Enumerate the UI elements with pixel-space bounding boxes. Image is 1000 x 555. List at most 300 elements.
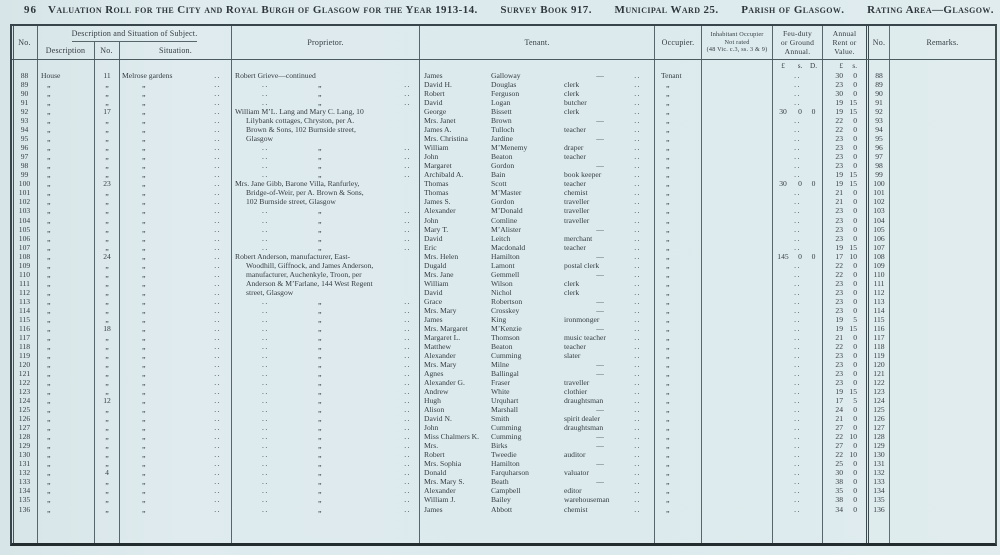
leader-dots: .. <box>634 287 641 297</box>
tenant-forename: Alexander G. <box>424 378 465 388</box>
leader-dots: .. <box>634 107 641 117</box>
cell-occupier <box>655 351 702 360</box>
cell-occupier <box>655 243 702 252</box>
tenant-surname: Ferguson <box>491 89 520 99</box>
cell-proprietor <box>232 234 420 243</box>
cell-tenant <box>420 387 655 396</box>
cell-tenant <box>420 188 655 197</box>
tenant-forename: Alison <box>424 405 445 415</box>
cell-entry-number: 126 <box>12 414 38 423</box>
cell-annual-rent <box>823 188 866 197</box>
table-row <box>12 170 995 179</box>
leader-dots: .. <box>794 188 801 198</box>
cell-tenant <box>420 405 655 414</box>
cell-feu-duty <box>773 369 823 378</box>
tenant-surname: Smith <box>491 414 510 424</box>
ditto-mark: „ <box>105 161 109 171</box>
leader-dots: .. <box>262 152 269 162</box>
leader-dots: .. <box>634 134 641 144</box>
cell-proprietor <box>232 261 420 270</box>
cell-remarks <box>890 116 995 125</box>
cell-remarks <box>890 477 995 486</box>
tenant-occupation: — <box>596 459 604 469</box>
tenant-surname: Comline <box>491 215 518 225</box>
proprietor-text: street, Glasgow <box>246 287 294 297</box>
rent-pounds: 23 <box>835 161 843 171</box>
cell-annual-rent <box>823 288 866 297</box>
ditto-mark: „ <box>105 215 109 225</box>
cell-remarks <box>890 225 995 234</box>
cell-description <box>38 143 95 152</box>
cell-remarks <box>890 197 995 206</box>
cell-feu-duty <box>773 179 823 188</box>
cell-tenant <box>420 206 655 215</box>
ditto-mark: „ <box>318 423 322 433</box>
cell-tenant <box>420 234 655 243</box>
leader-dots: .. <box>634 89 641 99</box>
cell-entry-number: 93 <box>12 116 38 125</box>
cell-entry-number: 90 <box>12 89 38 98</box>
ditto-mark: „ <box>142 360 146 369</box>
table-row <box>12 152 995 161</box>
leader-dots: .. <box>262 486 269 496</box>
cell-remarks <box>890 206 995 215</box>
cell-tenant <box>420 369 655 378</box>
tenant-occupation: merchant <box>564 233 593 243</box>
ditto-mark: „ <box>142 341 146 351</box>
cell-situation <box>120 477 232 486</box>
rent-shillings: 15 <box>849 242 857 252</box>
cell-description <box>38 234 95 243</box>
cell-feu-duty <box>773 378 823 387</box>
ditto-mark: „ <box>142 414 146 424</box>
cell-proprietor <box>232 486 420 495</box>
ditto-mark: „ <box>142 233 146 243</box>
cell-tenant <box>420 423 655 432</box>
ditto-mark: „ <box>666 269 670 279</box>
cell-street-number <box>95 252 120 261</box>
leader-dots: .. <box>214 98 221 108</box>
leader-dots: .. <box>794 350 801 360</box>
cell-feu-duty <box>773 270 823 279</box>
cell-description <box>38 134 95 143</box>
title-main: Valuation Roll for the City and Royal Burgh of Glasgow for the Year 1913-14. <box>48 4 478 16</box>
ditto-mark: „ <box>105 423 109 433</box>
tenant-occupation: draughtsman <box>564 423 604 433</box>
ditto-mark: „ <box>142 350 146 360</box>
ditto-mark: „ <box>318 314 322 324</box>
cell-entry-number: 104 <box>12 216 38 225</box>
leader-dots: .. <box>214 125 221 135</box>
leader-dots: .. <box>634 360 641 369</box>
rent-pounds: 23 <box>835 152 843 162</box>
rent-pounds: 23 <box>835 287 843 297</box>
cell-tenant <box>420 279 655 288</box>
tenant-forename: Mrs. Mary <box>424 305 457 315</box>
cell-street-number <box>95 89 120 98</box>
tenant-surname: Logan <box>491 98 511 108</box>
table-row <box>12 288 995 297</box>
leader-dots: .. <box>794 477 801 487</box>
title-survey-book: Survey Book 917. <box>500 4 592 16</box>
leader-dots: .. <box>262 450 269 460</box>
cell-description <box>38 170 95 179</box>
cell-occupier <box>655 216 702 225</box>
cell-feu-duty <box>773 170 823 179</box>
ditto-mark: „ <box>666 350 670 360</box>
cell-annual-rent <box>823 152 866 161</box>
ditto-mark: „ <box>105 405 109 415</box>
leader-dots: .. <box>794 396 801 406</box>
street-number-text: 4 <box>105 468 109 478</box>
ditto-mark: „ <box>666 378 670 388</box>
ditto-mark: „ <box>142 188 146 198</box>
cell-annual-rent <box>823 234 866 243</box>
cell-description <box>38 387 95 396</box>
cell-situation <box>120 179 232 188</box>
table-row <box>12 143 995 152</box>
leader-dots: .. <box>404 423 411 433</box>
leader-dots: .. <box>214 188 221 198</box>
cell-proprietor <box>232 89 420 98</box>
ditto-mark: „ <box>666 152 670 162</box>
ditto-mark: „ <box>47 224 51 234</box>
cell-proprietor <box>232 243 420 252</box>
tenant-forename: William <box>424 143 449 153</box>
cell-inhabitant-occupier <box>702 468 773 477</box>
cell-remarks <box>890 315 995 324</box>
cell-entry-number-right: 114 <box>866 306 890 315</box>
cell-situation <box>120 206 232 215</box>
leader-dots: .. <box>634 350 641 360</box>
cell-entry-number-right: 100 <box>866 179 890 188</box>
tenant-forename: Thomas <box>424 188 449 198</box>
cell-situation <box>120 216 232 225</box>
title-rating-area: Rating Area—Glasgow. <box>867 4 994 16</box>
ditto-mark: „ <box>142 143 146 153</box>
ditto-mark: „ <box>105 224 109 234</box>
cell-feu-duty <box>773 306 823 315</box>
table-row <box>12 441 995 450</box>
cell-street-number <box>95 125 120 134</box>
tenant-occupation: — <box>596 305 604 315</box>
cell-entry-number-right: 109 <box>866 261 890 270</box>
cell-proprietor <box>232 270 420 279</box>
cell-entry-number: 131 <box>12 459 38 468</box>
cell-description <box>38 432 95 441</box>
rent-pounds: 21 <box>835 188 843 198</box>
cell-occupier <box>655 297 702 306</box>
cell-entry-number-right: 123 <box>866 387 890 396</box>
ditto-mark: „ <box>142 116 146 126</box>
cell-annual-rent <box>823 134 866 143</box>
cell-entry-number-right: 115 <box>866 315 890 324</box>
tenant-surname: M’Alister <box>491 224 521 234</box>
cell-inhabitant-occupier <box>702 98 773 107</box>
tenant-surname: Macdonald <box>491 242 526 252</box>
cell-proprietor <box>232 432 420 441</box>
cell-tenant <box>420 396 655 405</box>
tenant-forename: James <box>424 314 443 324</box>
leader-dots: .. <box>214 414 221 424</box>
cell-description <box>38 351 95 360</box>
ditto-mark: „ <box>47 206 51 216</box>
leader-dots: .. <box>214 296 221 306</box>
cell-situation <box>120 333 232 342</box>
cell-occupier <box>655 477 702 486</box>
cell-description <box>38 342 95 351</box>
rent-shillings: 0 <box>853 459 857 469</box>
tenant-forename: John <box>424 215 439 225</box>
tenant-surname: Cumming <box>491 432 522 442</box>
cell-street-number <box>95 306 120 315</box>
ditto-mark: „ <box>47 296 51 306</box>
leader-dots: .. <box>214 369 221 379</box>
cell-occupier <box>655 450 702 459</box>
cell-situation <box>120 450 232 459</box>
ditto-mark: „ <box>105 459 109 469</box>
cell-feu-duty <box>773 495 823 504</box>
cell-entry-number: 116 <box>12 324 38 333</box>
ditto-mark: „ <box>666 396 670 406</box>
tenant-forename: James S. <box>424 197 451 207</box>
cell-inhabitant-occupier <box>702 188 773 197</box>
ditto-mark: „ <box>47 287 51 297</box>
ditto-mark: „ <box>105 242 109 252</box>
leader-dots: .. <box>214 170 221 180</box>
cell-annual-rent <box>823 477 866 486</box>
cell-proprietor <box>232 288 420 297</box>
cell-entry-number-right: 119 <box>866 351 890 360</box>
ditto-mark: „ <box>47 441 51 451</box>
cell-feu-duty <box>773 261 823 270</box>
leader-dots: .. <box>794 378 801 388</box>
rent-pounds: 19 <box>835 179 843 189</box>
cell-inhabitant-occupier <box>702 170 773 179</box>
ditto-mark: „ <box>666 224 670 234</box>
page-number: 96 <box>24 4 37 16</box>
cell-inhabitant-occupier <box>702 324 773 333</box>
proprietor-text: Robert Anderson, manufacturer, East- <box>235 251 351 261</box>
ditto-mark: „ <box>142 459 146 469</box>
leader-dots: .. <box>262 405 269 415</box>
table-row <box>12 477 995 486</box>
proprietor-text: Mrs. Jane Gibb, Barone Villa, Ranfurley, <box>235 179 360 189</box>
cell-remarks <box>890 252 995 261</box>
leader-dots: .. <box>262 242 269 252</box>
leader-dots: .. <box>404 332 411 342</box>
cell-remarks <box>890 188 995 197</box>
leader-dots: .. <box>404 360 411 369</box>
cell-entry-number: 130 <box>12 450 38 459</box>
cell-description <box>38 441 95 450</box>
rent-pounds: 17 <box>835 396 843 406</box>
cell-feu-duty <box>773 324 823 333</box>
ditto-mark: „ <box>47 107 51 117</box>
leader-dots: .. <box>634 125 641 135</box>
cell-remarks <box>890 152 995 161</box>
cell-tenant <box>420 297 655 306</box>
header-sub-situation: Situation. <box>159 45 192 55</box>
cell-entry-number-right: 90 <box>866 89 890 98</box>
tenant-surname: White <box>491 387 510 397</box>
cell-remarks <box>890 261 995 270</box>
cell-entry-number-right: 116 <box>866 324 890 333</box>
tenant-forename: Alexander <box>424 350 456 360</box>
cell-entry-number-right: 125 <box>866 405 890 414</box>
cell-proprietor <box>232 80 420 89</box>
ditto-mark: „ <box>142 287 146 297</box>
leader-dots: .. <box>214 396 221 406</box>
tenant-forename: John <box>424 152 439 162</box>
cell-remarks <box>890 486 995 495</box>
tenant-occupation: teacher <box>564 242 586 252</box>
leader-dots: .. <box>214 278 221 288</box>
cell-annual-rent <box>823 261 866 270</box>
rent-pounds: 19 <box>835 323 843 333</box>
leader-dots: .. <box>214 161 221 171</box>
cell-description <box>38 152 95 161</box>
ditto-mark: „ <box>105 278 109 288</box>
leader-dots: .. <box>794 71 801 80</box>
cell-proprietor <box>232 369 420 378</box>
cell-remarks <box>890 360 995 369</box>
cell-entry-number-right: 135 <box>866 495 890 504</box>
cell-feu-duty <box>773 243 823 252</box>
cell-entry-number-right: 108 <box>866 252 890 261</box>
table-row <box>12 333 995 342</box>
cell-proprietor <box>232 414 420 423</box>
cell-situation <box>120 468 232 477</box>
ditto-mark: „ <box>47 414 51 424</box>
cell-feu-duty <box>773 252 823 261</box>
ditto-mark: „ <box>47 504 51 514</box>
cell-annual-rent <box>823 270 866 279</box>
leader-dots: .. <box>214 504 221 514</box>
cell-entry-number: 109 <box>12 261 38 270</box>
ditto-mark: „ <box>318 504 322 514</box>
cell-street-number <box>95 459 120 468</box>
cell-street-number <box>95 243 120 252</box>
cell-tenant <box>420 315 655 324</box>
cell-remarks <box>890 405 995 414</box>
leader-dots: .. <box>214 350 221 360</box>
cell-proprietor <box>232 342 420 351</box>
cell-street-number <box>95 197 120 206</box>
cell-entry-number: 123 <box>12 387 38 396</box>
ditto-mark: „ <box>318 98 322 108</box>
cell-description <box>38 125 95 134</box>
leader-dots: .. <box>794 441 801 451</box>
tenant-occupation: teacher <box>564 341 586 351</box>
tenant-occupation: book keeper <box>564 170 602 180</box>
leader-dots: .. <box>404 215 411 225</box>
leader-dots: .. <box>214 287 221 297</box>
cell-feu-duty <box>773 360 823 369</box>
ditto-mark: „ <box>47 269 51 279</box>
cell-occupier <box>655 125 702 134</box>
leader-dots: .. <box>262 170 269 180</box>
cell-entry-number: 96 <box>12 143 38 152</box>
cell-situation <box>120 252 232 261</box>
ditto-mark: „ <box>666 387 670 397</box>
tenant-surname: Beath <box>491 477 509 487</box>
cell-entry-number-right: 105 <box>866 225 890 234</box>
cell-entry-number-right: 99 <box>866 170 890 179</box>
ditto-mark: „ <box>666 233 670 243</box>
cell-proprietor <box>232 459 420 468</box>
cell-situation <box>120 387 232 396</box>
rent-shillings: 0 <box>853 143 857 153</box>
proprietor-text: 102 Burnside street, Glasgow <box>246 197 336 207</box>
cell-situation <box>120 197 232 206</box>
proprietor-text: Anderson & M’Farlane, 144 West Regent <box>246 278 373 288</box>
leader-dots: .. <box>262 89 269 99</box>
rent-pounds: 23 <box>835 143 843 153</box>
leader-dots: .. <box>214 152 221 162</box>
cell-situation <box>120 270 232 279</box>
rent-shillings: 0 <box>853 332 857 342</box>
tenant-surname: Lamont <box>491 260 515 270</box>
cell-entry-number-right: 127 <box>866 423 890 432</box>
leader-dots: .. <box>634 71 641 80</box>
cell-description <box>38 179 95 188</box>
tenant-forename: David N. <box>424 414 452 424</box>
cell-annual-rent <box>823 98 866 107</box>
cell-situation <box>120 324 232 333</box>
cell-entry-number-right: 126 <box>866 414 890 423</box>
table-filler-row <box>12 514 995 543</box>
table-row <box>12 252 995 261</box>
cell-entry-number: 122 <box>12 378 38 387</box>
cell-inhabitant-occupier <box>702 396 773 405</box>
cell-feu-duty <box>773 98 823 107</box>
cell-entry-number: 89 <box>12 80 38 89</box>
cell-remarks <box>890 468 995 477</box>
rent-pounds: 30 <box>835 89 843 99</box>
cell-tenant <box>420 468 655 477</box>
table-row <box>12 134 995 143</box>
leader-dots: .. <box>634 387 641 397</box>
tenant-surname: Birks <box>491 441 508 451</box>
cell-tenant <box>420 459 655 468</box>
cell-inhabitant-occupier <box>702 414 773 423</box>
cell-inhabitant-occupier <box>702 279 773 288</box>
leader-dots: .. <box>262 414 269 424</box>
ditto-mark: „ <box>47 161 51 171</box>
leader-dots: .. <box>214 360 221 369</box>
leader-dots: .. <box>262 98 269 108</box>
rent-shillings: 0 <box>853 134 857 144</box>
ditto-mark: „ <box>318 215 322 225</box>
cell-occupier <box>655 279 702 288</box>
cell-occupier <box>655 468 702 477</box>
cell-street-number <box>95 161 120 170</box>
cell-inhabitant-occupier <box>702 369 773 378</box>
leader-dots: .. <box>214 251 221 261</box>
ditto-mark: „ <box>318 441 322 451</box>
ditto-mark: „ <box>142 125 146 135</box>
cell-annual-rent <box>823 297 866 306</box>
cell-entry-number-right: 136 <box>866 505 890 514</box>
cell-feu-duty <box>773 333 823 342</box>
leader-dots: .. <box>794 414 801 424</box>
cell-annual-rent <box>823 179 866 188</box>
cell-feu-duty <box>773 423 823 432</box>
page-header <box>18 2 994 20</box>
tenant-surname: Gemmell <box>491 269 520 279</box>
situation-text: Melrose gardens <box>122 71 173 80</box>
